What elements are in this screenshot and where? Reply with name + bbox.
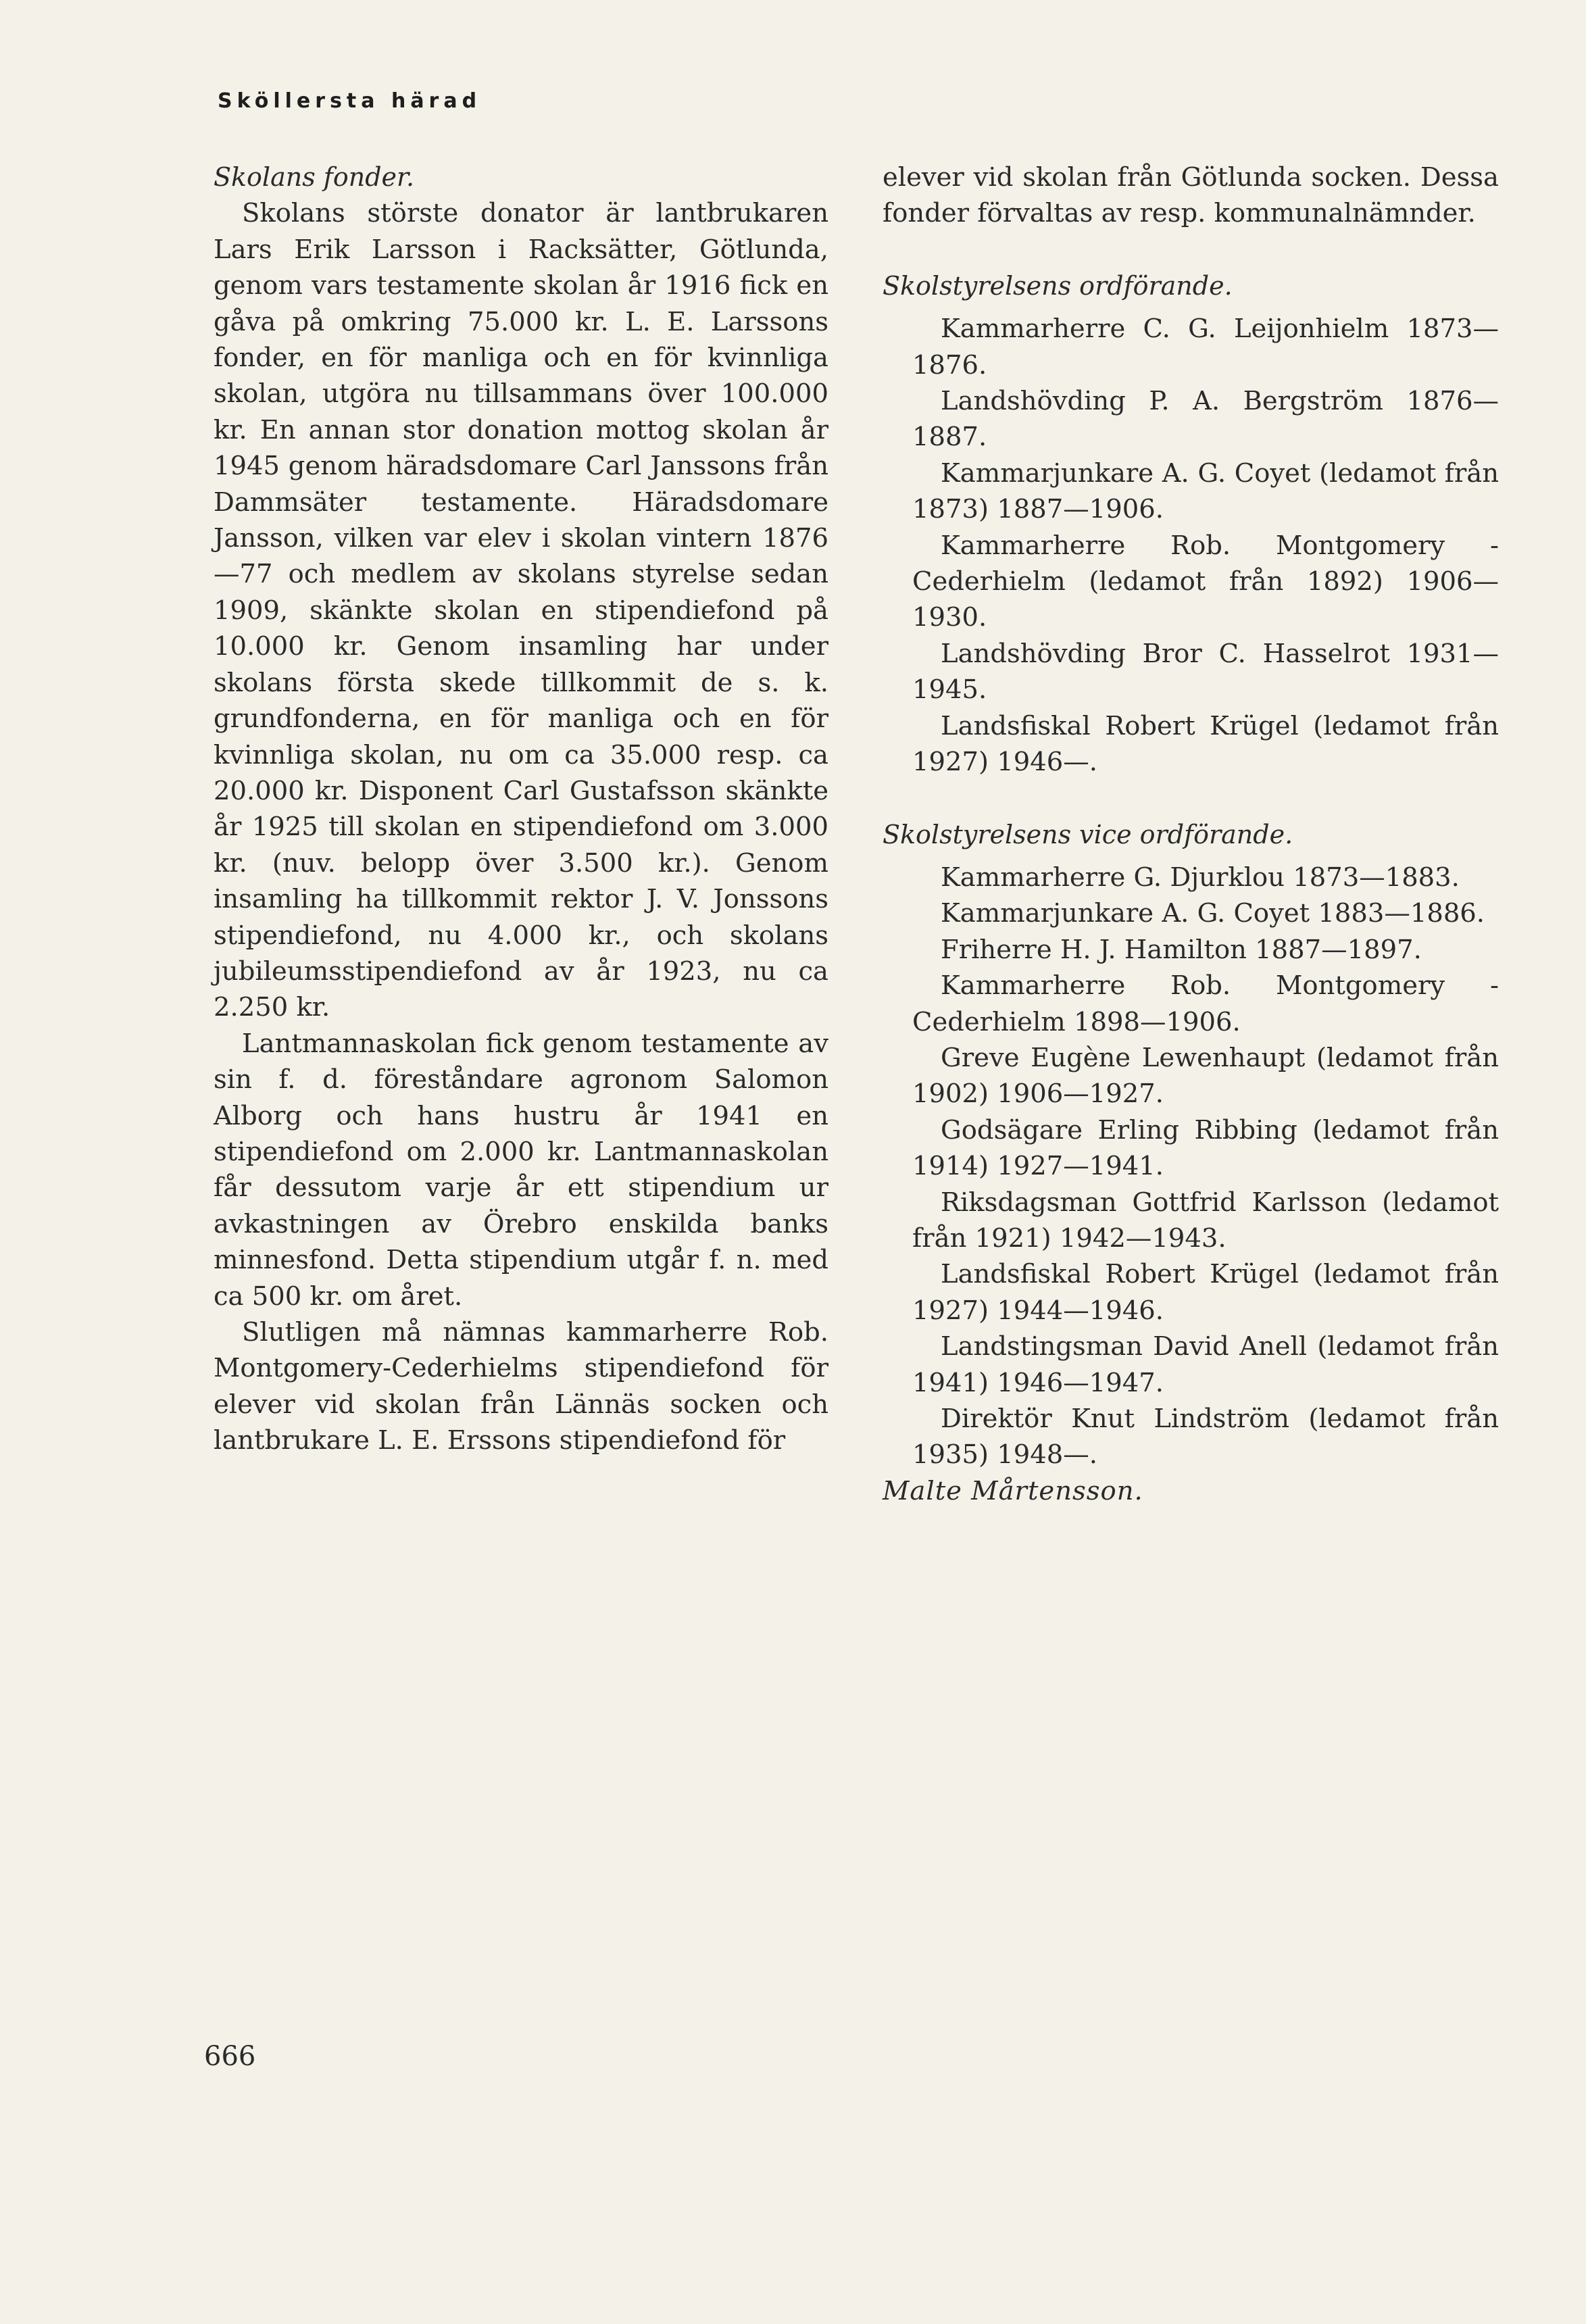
author-signature: Malte Mårtensson. [883,1475,1143,1506]
vice-ordforande-list [883,860,1499,1473]
list-item: Kammarherre C. G. Leijonhielm 1873—1876. [912,314,1499,380]
list-item: Landshövding P. A. Bergström 1876—1887. [912,386,1499,453]
list-item: Kammarherre Rob. Montgomery - Cederhielm 1898—1906. [912,970,1499,1037]
paragraph: Lantmannaskolan fick genom testamente av sin f. d. föreståndare agronom Salomon Alborg och hans hustru år 1941 en stipendiefond om 2.000 kr. Lantmannaskolan får dessutom varje år ett stipendium ur avkastningen av Örebro enskilda banks minnesfond. Detta stipendium utgår f. n. med ca 500 kr. om året. [214,1028,828,1312]
list-item: Landstingsman David Anell (ledamot från 1941) 1946—1947. [912,1331,1499,1398]
page-number: 666 [204,2041,256,2072]
list-item: Godsägare Erling Ribbing (ledamot från 1914) 1927—1941. [912,1114,1499,1182]
list-item: Riksdagsman Gottfrid Karlsson (ledamot från 1921) 1942—1943. [912,1187,1499,1254]
list-item: Landsfiskal Robert Krügel (ledamot från 1927) 1946—. [912,710,1499,778]
section-heading-fonder: Skolans fonder. [214,162,415,192]
list-item: Friherre H. J. Hamilton 1887—1897. [941,934,1422,965]
list-item: Landshövding Bror C. Hasselrot 1931—1945. [912,638,1499,706]
list-item: Kammarjunkare A. G. Coyet 1883—1886. [941,898,1485,929]
continuation-paragraph: elever vid skolan från Götlunda socken. Dessa fonder förvaltas av resp. kommunalnämnder. [883,162,1499,229]
right-column [883,159,1499,1509]
section-heading-ordforande: Skolstyrelsens ordförande. [883,270,1233,301]
paragraph: Skolans störste donator är lantbrukaren Lars Erik Larsson i Racksätter, Götlunda, genom vars testamente skolan år 1916 fick en gåva på omkring 75.000 kr. L. E. Larssons fonder, en för manliga och en för kvinnliga skolan, utgöra nu tillsammans över 100.000 kr. En annan stor donation mottog skolan år 1945 genom häradsdomare Carl Janssons från Dammsäter testamente. Häradsdomare Jansson, vilken var elev i skolan vintern 1876—77 och medlem av skolans styrelse sedan 1909, skänkte skolan en stipendiefond på 10.000 kr. Genom insamling har under skolans första skede tillkommit de s. k. grundfonderna, en för manliga och en för kvinnliga skolan, nu om ca 35.000 resp. ca 20.000 kr. Disponent Carl Gustafsson skänkte år 1925 till skolan en stipendiefond om 3.000 kr. (nuv. belopp över 3.500 kr.). Genom insamling ha tillkommit rektor J. V. Jonssons stipendiefond, nu 4.000 kr., och skolans jubileumsstipendiefond av år 1923, nu ca 2.250 kr. [214,198,828,1023]
ordforande-list [883,311,1499,780]
section-heading-vice-ordforande: Skolstyrelsens vice ordförande. [883,819,1293,849]
running-head: Sköllersta härad [218,89,482,113]
list-item: Direktör Knut Lindström (ledamot från 1935) 1948—. [912,1404,1499,1470]
list-item: Kammarjunkare A. G. Coyet (ledamot från 1873) 1887—1906. [912,458,1499,525]
list-item: Greve Eugène Lewenhaupt (ledamot från 1902) 1906—1927. [912,1042,1499,1110]
paragraph: Slutligen må nämnas kammarherre Rob. Montgomery-Cederhielms stipendiefond för elever vid skolan från Lännäs socken och lantbrukare L. E. Erssons stipendiefond för [214,1317,828,1456]
list-item: Landsfiskal Robert Krügel (ledamot från 1927) 1944—1946. [912,1259,1499,1326]
list-item: Kammarherre G. Djurklou 1873—1883. [941,862,1460,893]
left-column [214,159,828,1459]
list-item: Kammarherre Rob. Montgomery - Cederhielm (ledamot från 1892) 1906—1930. [912,530,1499,633]
